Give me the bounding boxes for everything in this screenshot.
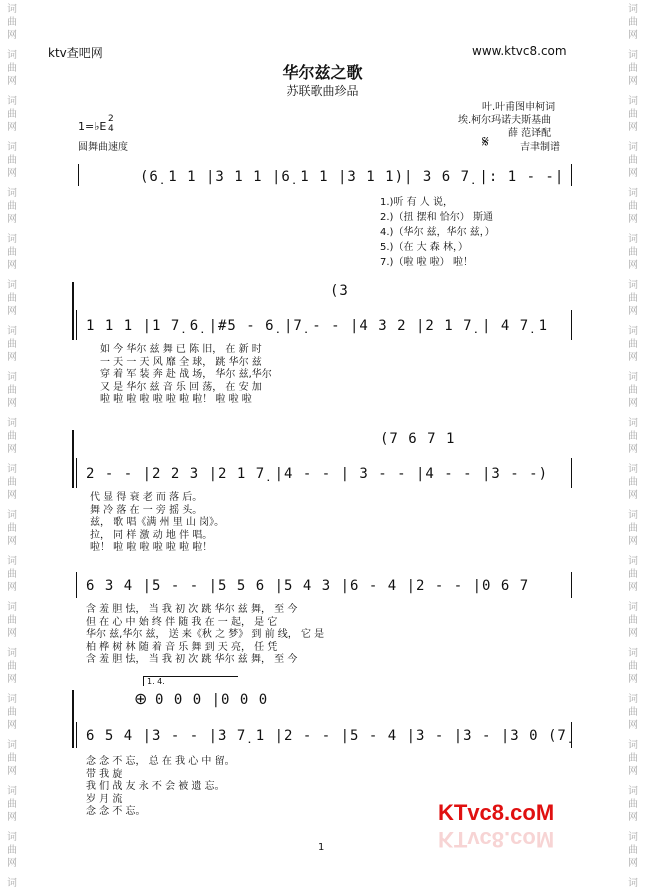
lyric-line: 2.)（扭 摆和 恰尔） 斯通	[380, 212, 493, 223]
watermark-glyph: 曲	[628, 523, 638, 534]
lyrics-block	[100, 344, 272, 407]
watermark-glyph: 网	[628, 306, 638, 317]
lyric-line: 我 们 战 友 永 不 会 被 遗 忘。	[86, 781, 225, 792]
lyric-line: 一 天 一 天 风 靡 全 球， 跳 华尔 兹	[100, 356, 262, 368]
key-signature: 1=♭E	[78, 120, 107, 133]
translator-credit: 薛 范译配	[508, 128, 552, 139]
watermark-glyph: 网	[628, 536, 638, 547]
watermark-glyph: 曲	[7, 615, 17, 626]
lyric-line: 念 念 不 忘。	[86, 806, 146, 817]
watermark-glyph: 词	[7, 832, 17, 843]
lyric-line: 岁 月 流	[86, 793, 123, 805]
watermark-glyph: 网	[628, 490, 638, 501]
watermark-glyph: 词	[628, 740, 638, 751]
watermark-glyph: 网	[628, 766, 638, 777]
watermark-glyph: 词	[7, 234, 17, 245]
watermark-glyph: 曲	[628, 799, 638, 810]
lyric-line: 带 我 旋	[86, 768, 123, 780]
watermark-glyph: 曲	[7, 569, 17, 580]
watermark-glyph: 词	[7, 188, 17, 199]
lyric-line: 含 羞 胆 怯， 当 我 初 次 跳 华尔 兹 舞， 至 今	[86, 604, 298, 615]
watermark-glyph: 网	[628, 214, 638, 225]
watermark-glyph: 词	[628, 50, 638, 61]
lyric-line: 啦！ 啦 啦 啦 啦 啦 啦 啦！	[90, 542, 213, 553]
watermark-glyph: 词	[7, 142, 17, 153]
watermark-glyph: 网	[628, 720, 638, 731]
watermark-glyph: 词	[628, 878, 638, 889]
lyric-line: 拉， 同 样 激 动 地 伴 唱。	[90, 529, 213, 541]
lyric-line: 华尔 兹,华尔 兹， 送 来《秋 之 梦》 到 前 线， 它 是	[86, 629, 325, 640]
lyric-line: 4.)（华尔 兹，华尔 兹，）	[380, 227, 495, 238]
watermark-glyph: 网	[7, 122, 17, 133]
watermark-glyph: 曲	[7, 109, 17, 120]
watermark-glyph: 词	[628, 510, 638, 521]
watermark-glyph: 网	[7, 536, 17, 547]
watermark-glyph: 曲	[7, 477, 17, 488]
system-start-barline	[76, 572, 77, 598]
lyric-line: 啦 啦 啦 啦 啦 啦 啦 啦！ 啦 啦 啦	[100, 394, 252, 405]
watermark-glyph: 网	[628, 582, 638, 593]
footer-logo-reflection: KTvc8.coM	[438, 827, 555, 852]
watermark-glyph: 词	[7, 464, 17, 475]
song-subtitle: 苏联歌曲珍品	[286, 84, 359, 98]
watermark-glyph: 网	[7, 674, 17, 685]
watermark-glyph: 词	[7, 694, 17, 705]
watermark-glyph: 网	[7, 490, 17, 501]
watermark-glyph: 网	[628, 812, 638, 823]
system-bracket	[72, 690, 74, 748]
watermark-glyph: 词	[7, 372, 17, 383]
watermark-glyph: 网	[628, 674, 638, 685]
time-signature	[108, 114, 114, 134]
lyric-line: 如 今 华尔 兹 舞 已 陈 旧， 在 新 时	[100, 344, 262, 355]
notation-prefix: (7 6 7 1	[380, 431, 456, 447]
watermark-glyph: 词	[7, 418, 17, 429]
site-url[interactable]: www.ktvc8.com	[472, 44, 567, 58]
watermark-glyph: 词	[628, 694, 638, 705]
lyric-line: 柏 桦 树 林 随 着 音 乐 舞 到 天 亮， 任 凭	[86, 641, 278, 653]
watermark-glyph: 网	[628, 628, 638, 639]
lyric-line: 舞 冷 落 在 一 旁 摇 头。	[90, 504, 203, 516]
watermark-glyph: 网	[628, 444, 638, 455]
watermark-glyph: 网	[628, 858, 638, 869]
lyricist-credit: 叶.叶甫图申柯词	[482, 102, 556, 113]
watermark-glyph: 词	[7, 50, 17, 61]
watermark-glyph: 网	[628, 260, 638, 271]
watermark-glyph: 曲	[7, 845, 17, 856]
watermark-glyph: 曲	[7, 799, 17, 810]
lyric-line: 1.)听 有 人 说，	[380, 197, 453, 208]
lyrics-block	[380, 195, 495, 270]
lyric-line: 代 显 得 衰 老 而 落 后。	[90, 492, 203, 503]
lyrics-block	[86, 604, 324, 667]
footer-logo: KTvc8.coM	[438, 800, 555, 825]
watermark-glyph: 网	[7, 720, 17, 731]
watermark-glyph: 曲	[628, 201, 638, 212]
watermark-glyph: 曲	[7, 63, 17, 74]
watermark-glyph: 曲	[628, 477, 638, 488]
watermark-glyph: 词	[7, 4, 17, 15]
watermark-glyph: 曲	[7, 431, 17, 442]
lyric-line: 5.)（在 大 森 林，）	[380, 242, 468, 253]
watermark-glyph: 网	[628, 76, 638, 87]
watermark-glyph: 词	[628, 142, 638, 153]
watermark-glyph: 词	[628, 4, 638, 15]
lyrics-block	[90, 492, 224, 555]
rest-notes: 0 0 0 |0 0 0	[155, 692, 269, 708]
watermark-glyph: 曲	[7, 247, 17, 258]
watermark-glyph: 词	[7, 280, 17, 291]
watermark-glyph: 曲	[7, 661, 17, 672]
segno-icon: 𝄋	[482, 132, 489, 151]
watermark-glyph: 曲	[628, 661, 638, 672]
watermark-glyph: 曲	[7, 155, 17, 166]
notation-line: 6 5 4 |3 - - |3 7̣ 1 |2 - - |5 - 4 |3 - |3 - |3 0 (7̣	[86, 728, 567, 744]
watermark-glyph: 网	[7, 168, 17, 179]
lyric-line: 穿 着 军 装 奔 赴 战 场， 华尔 兹,华尔	[100, 369, 272, 380]
watermark-glyph: 曲	[7, 385, 17, 396]
watermark-glyph: 词	[628, 188, 638, 199]
watermark-glyph: 网	[628, 122, 638, 133]
lyric-line: 又 是 华尔 兹 音 乐 回 荡， 在 安 加	[100, 381, 262, 393]
watermark-glyph: 网	[628, 352, 638, 363]
watermark-glyph: 曲	[7, 339, 17, 350]
system-start-barline	[76, 722, 77, 748]
watermark-glyph: 词	[7, 510, 17, 521]
watermark-glyph: 词	[628, 464, 638, 475]
notation-prefix: (3	[330, 283, 349, 299]
lyric-line: 念 念 不 忘， 总 在 我 心 中 留。	[86, 756, 235, 767]
watermark-glyph: 网	[7, 858, 17, 869]
coda-icon: ⊕	[134, 689, 148, 708]
site-name: ktv查吧网	[48, 46, 103, 60]
watermark-glyph: 词	[628, 326, 638, 337]
watermark-glyph: 网	[7, 582, 17, 593]
system-end-barline	[571, 310, 572, 340]
system-bracket	[72, 282, 74, 340]
watermark-glyph: 网	[628, 398, 638, 409]
watermark-glyph: 词	[628, 372, 638, 383]
watermark-glyph: 曲	[628, 17, 638, 28]
system-start-barline	[78, 164, 79, 186]
lyric-line: 但 在 心 中 始 终 伴 随 我 在 一 起， 是 它	[86, 616, 278, 628]
watermark-glyph: 词	[7, 786, 17, 797]
watermark-glyph: 网	[7, 260, 17, 271]
watermark-glyph: 词	[628, 648, 638, 659]
song-title: 华尔兹之歌	[282, 63, 363, 82]
watermark-glyph: 词	[628, 786, 638, 797]
watermark-glyph: 曲	[628, 293, 638, 304]
watermark-glyph: 词	[628, 234, 638, 245]
watermark-glyph: 词	[7, 556, 17, 567]
system-start-barline	[76, 310, 77, 340]
watermark-glyph: 曲	[7, 523, 17, 534]
watermark-glyph: 网	[628, 168, 638, 179]
lyric-line: 兹， 歌 唱《满 州 里 山 岗》。	[90, 517, 225, 528]
watermark-glyph: 词	[628, 280, 638, 291]
watermark-glyph: 网	[7, 398, 17, 409]
watermark-glyph: 曲	[7, 753, 17, 764]
notation-line: 1 1 1 |1 7̣ 6̣ |#5 - 6̣ |7̣ - - |4 3 2 |2 1 7̣ | 4 7̣ 1	[86, 318, 549, 334]
watermark-glyph: 曲	[628, 247, 638, 258]
watermark-glyph: 曲	[7, 201, 17, 212]
watermark-glyph: 曲	[628, 431, 638, 442]
watermark-glyph: 词	[7, 326, 17, 337]
page-number: 1	[318, 842, 325, 853]
watermark-glyph: 曲	[628, 385, 638, 396]
system-end-barline	[571, 722, 572, 748]
lyric-line: 含 羞 胆 怯， 当 我 初 次 跳 华尔 兹 舞， 至 今	[86, 654, 298, 665]
engraver-credit: 吉聿制谱	[520, 142, 560, 153]
watermark-glyph: 网	[628, 30, 638, 41]
watermark-glyph: 网	[7, 30, 17, 41]
watermark-glyph: 词	[628, 832, 638, 843]
notation-line: (6̣ 1 1 |3 1 1 |6̣ 1 1 |3 1 1)| 3 6 7̣ |: 1 - -|	[140, 169, 565, 185]
watermark-glyph: 网	[7, 812, 17, 823]
time-signature-top: 2	[108, 114, 114, 124]
notation-line: 6 3 4 |5 - - |5 5 6 |5 4 3 |6 - 4 |2 - - |0 6 7	[86, 578, 530, 594]
watermark-glyph: 曲	[628, 109, 638, 120]
watermark-glyph: 网	[7, 306, 17, 317]
watermark-glyph: 网	[7, 628, 17, 639]
watermark-glyph: 曲	[7, 17, 17, 28]
system-bracket	[72, 430, 74, 488]
time-signature-bottom: 4	[108, 124, 114, 134]
lyrics-block	[86, 756, 235, 819]
watermark-glyph: 曲	[7, 707, 17, 718]
watermark-glyph: 词	[7, 740, 17, 751]
lyric-line: 7.)（啦 啦 啦） 啦！	[380, 257, 473, 268]
volta-label: 1. 4.	[147, 677, 165, 686]
watermark-glyph: 词	[628, 602, 638, 613]
watermark-glyph: 网	[7, 352, 17, 363]
watermark-glyph: 曲	[628, 63, 638, 74]
watermark-glyph: 曲	[628, 615, 638, 626]
notation-line: 2 - - |2 2 3 |2 1 7̣ |4 - - | 3 - - |4 - - |3 - -)	[86, 466, 549, 482]
volta-bracket-tick	[143, 676, 144, 686]
watermark-glyph: 词	[7, 878, 17, 889]
composer-credit: 埃.柯尔玛诺夫斯基曲	[458, 115, 552, 126]
system-end-barline	[571, 164, 572, 186]
watermark-glyph: 曲	[7, 293, 17, 304]
watermark-glyph: 词	[628, 418, 638, 429]
watermark-glyph: 网	[7, 76, 17, 87]
watermark-glyph: 曲	[628, 339, 638, 350]
watermark-glyph: 曲	[628, 707, 638, 718]
system-start-barline	[76, 458, 77, 488]
watermark-glyph: 网	[7, 444, 17, 455]
watermark-glyph: 曲	[628, 155, 638, 166]
system-end-barline	[571, 458, 572, 488]
tempo-marking: 圆舞曲速度	[78, 142, 128, 153]
watermark-glyph: 曲	[628, 845, 638, 856]
watermark-glyph: 词	[7, 648, 17, 659]
system-end-barline	[571, 572, 572, 598]
watermark-glyph: 词	[7, 96, 17, 107]
watermark-glyph: 词	[7, 602, 17, 613]
watermark-glyph: 曲	[628, 753, 638, 764]
watermark-glyph: 曲	[628, 569, 638, 580]
watermark-glyph: 网	[7, 214, 17, 225]
watermark-glyph: 词	[628, 96, 638, 107]
watermark-glyph: 网	[7, 766, 17, 777]
watermark-glyph: 词	[628, 556, 638, 567]
